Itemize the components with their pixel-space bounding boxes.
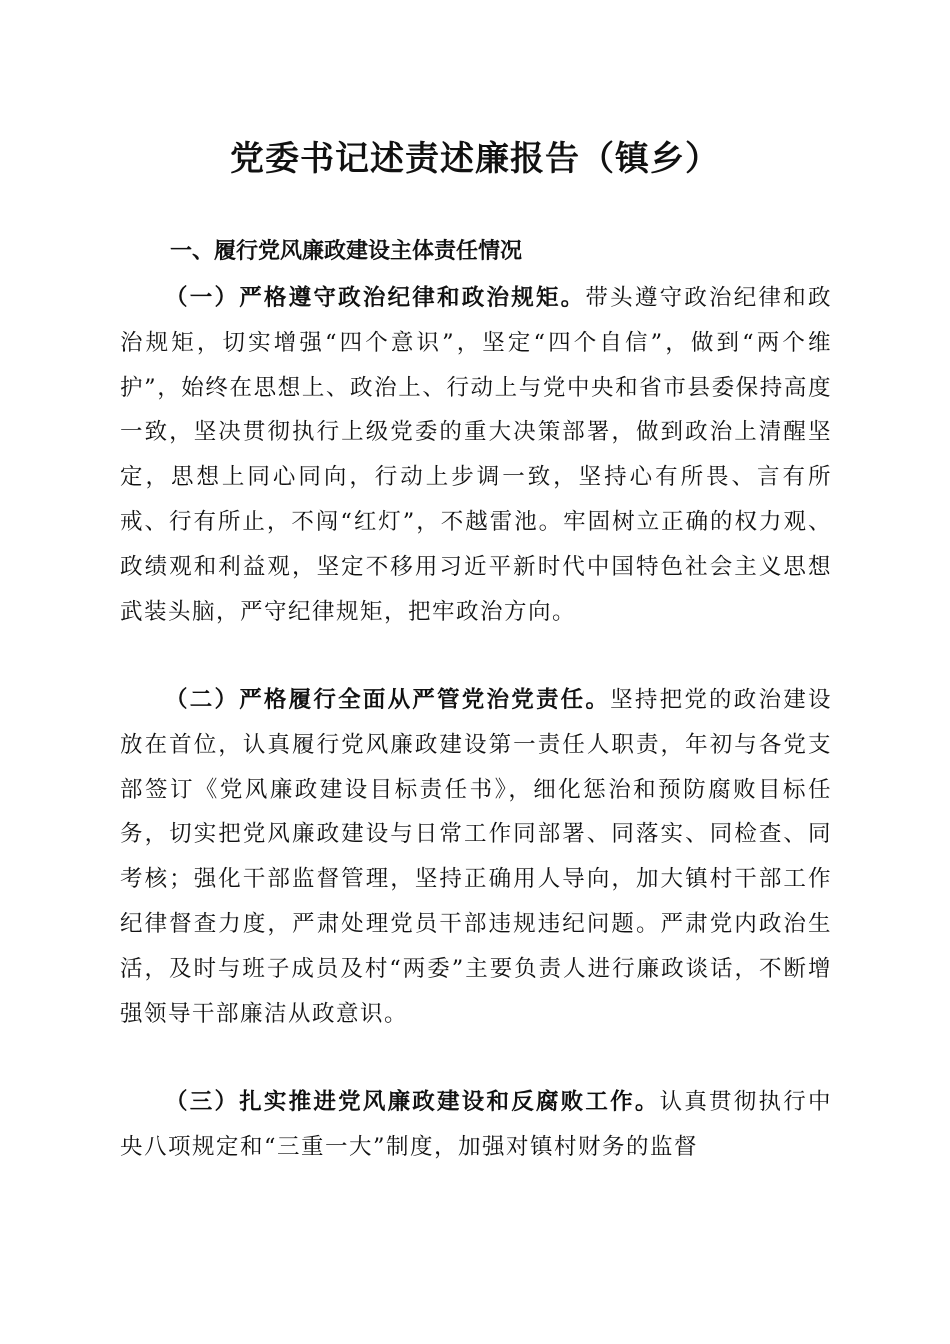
paragraph-2-body: 坚持把党的政治建设放在首位，认真履行党风廉政建设第一责任人职责，年初与各党支部签订《党风廉政建设目标责任书》，细化惩治和预防腐败目标任务，切实把党风廉政建设与日常工作同部署、同落实、同检查、同考核；强化干部监督管理，坚持正确用人导向，加大镇村干部工作纪律督查力度，严肃处理党员干部违规违纪问题。严肃党内政治生活，及时与班子成员及村“两委”主要负责人进行廉政谈话，不断增强领导干部廉洁从政意识。 bbox=[120, 687, 832, 1027]
paragraph-3-lead: （三）扎实推进党风廉政建设和反腐败工作。 bbox=[165, 1089, 660, 1115]
document-title: 党委书记述责述廉报告（镇乡） bbox=[230, 139, 720, 179]
section-heading: 一、履行党风廉政建设主体责任情况 bbox=[170, 239, 523, 264]
paragraph-3 bbox=[120, 1080, 832, 1170]
paragraph-1-lead: （一）严格遵守政治纪律和政治规矩。 bbox=[165, 285, 586, 311]
paragraph-2-lead: （二）严格履行全面从严管党治党责任。 bbox=[165, 687, 611, 713]
paragraph-1 bbox=[120, 276, 832, 634]
paragraph-1-body: 带头遵守政治纪律和政治规矩，切实增强“四个意识”，坚定“四个自信”，做到“两个维护”，始终在思想上、政治上、行动上与党中央和省市县委保持高度一致，坚决贯彻执行上级党委的重大决策部署，做到政治上清醒坚定，思想上同心同向，行动上步调一致，坚持心有所畏、言有所戒、行有所止，不闯“红灯”，不越雷池。牢固树立正确的权力观、政绩观和利益观，坚定不移用习近平新时代中国特色社会主义思想武装头脑，严守纪律规矩，把牢政治方向。 bbox=[120, 285, 832, 625]
paragraph-2 bbox=[120, 678, 832, 1036]
paragraph-3-body: 认真贯彻执行中央八项规定和“三重一大”制度，加强对镇村财务的监督 bbox=[120, 1089, 832, 1160]
